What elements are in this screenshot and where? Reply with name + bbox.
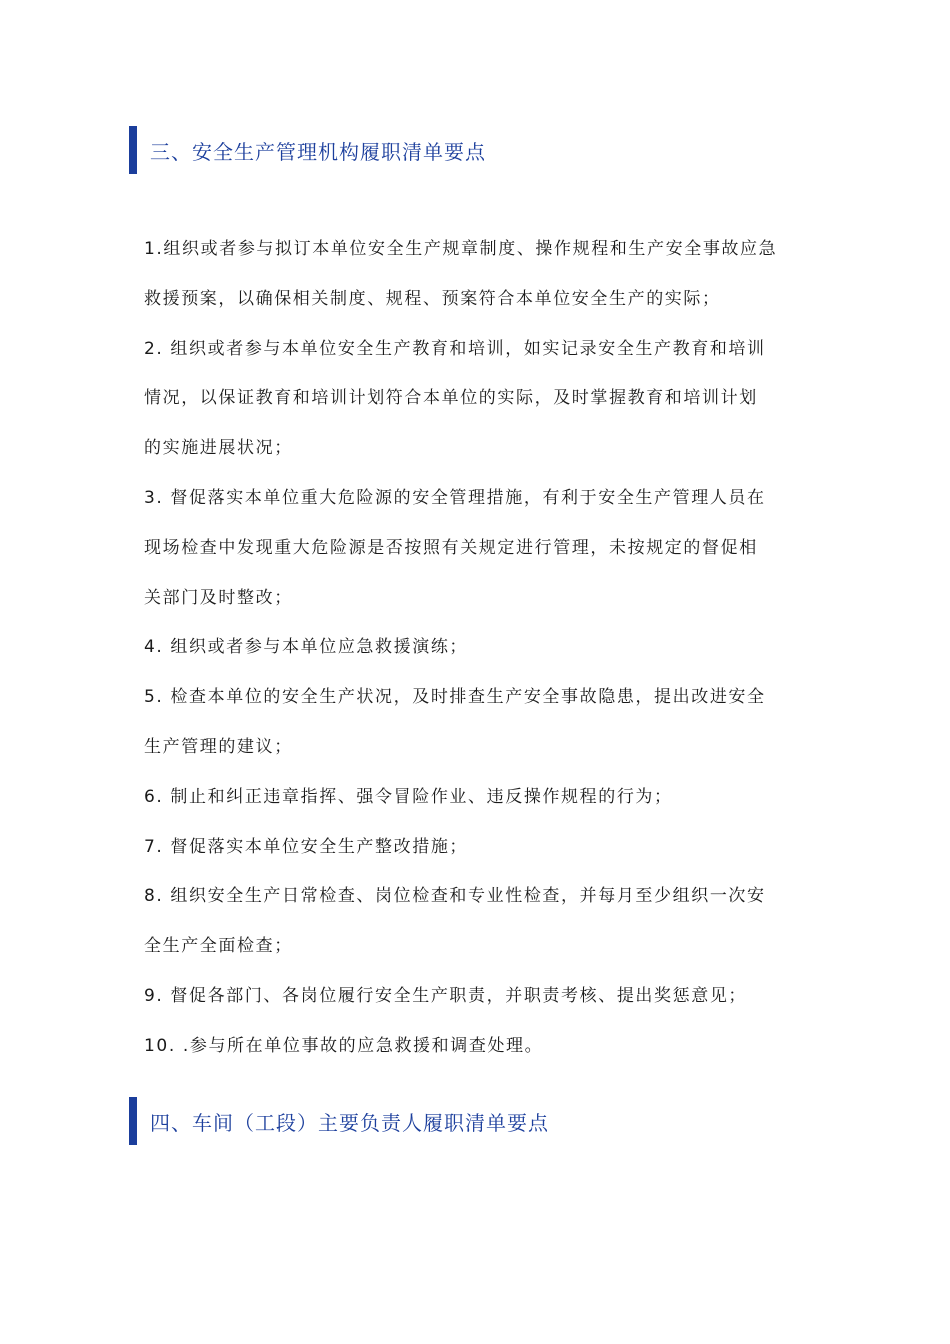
duty-list [144,225,814,1072]
list-item-line: 的实施进展状况； [144,438,293,459]
list-item-line: 4. 组织或者参与本单位应急救援演练； [144,637,469,658]
section-heading-3-text: 三、安全生产管理机构履职清单要点 [150,139,486,164]
list-item-line: 2. 组织或者参与本单位安全生产教育和培训，如实记录安全生产教育和培训 [144,338,766,359]
list-item-line: 生产管理的建议； [144,736,293,757]
list-item-line: 10. .参与所在单位事故的应急救援和调查处理。 [144,1035,544,1056]
list-item-line: 现场检查中发现重大危险源是否按照有关规定进行管理，未按规定的督促相 [144,537,758,558]
list-item-line: 情况，以保证教育和培训计划符合本单位的实际，及时掌握教育和培训计划 [144,388,758,409]
section-heading-4-text: 四、车间（工段）主要负责人履职清单要点 [150,1110,549,1135]
list-item-line: 8. 组织安全生产日常检查、岗位检查和专业性检查，并每月至少组织一次安 [144,886,766,907]
list-item-line: 1.组织或者参与拟订本单位安全生产规章制度、操作规程和生产安全事故应急 [144,239,778,259]
list-item-line: 3. 督促落实本单位重大危险源的安全管理措施，有利于安全生产管理人员在 [144,487,766,508]
section-heading-3 [129,126,486,174]
list-item-line: 全生产全面检查； [144,936,293,957]
list-item-line: 关部门及时整改； [144,587,293,608]
list-item-line: 救援预案，以确保相关制度、规程、预案符合本单位安全生产的实际； [144,288,721,309]
list-item-line: 6. 制止和纠正违章指挥、强令冒险作业、违反操作规程的行为； [144,786,673,807]
section-heading-4 [129,1097,549,1145]
list-item-line: 5. 检查本单位的安全生产状况，及时排查生产安全事故隐患，提出改进安全 [144,687,766,708]
list-item-line: 9. 督促各部门、各岗位履行安全生产职责，并职责考核、提出奖惩意见； [144,985,748,1006]
list-item-line: 7. 督促落实本单位安全生产整改措施； [144,836,469,857]
